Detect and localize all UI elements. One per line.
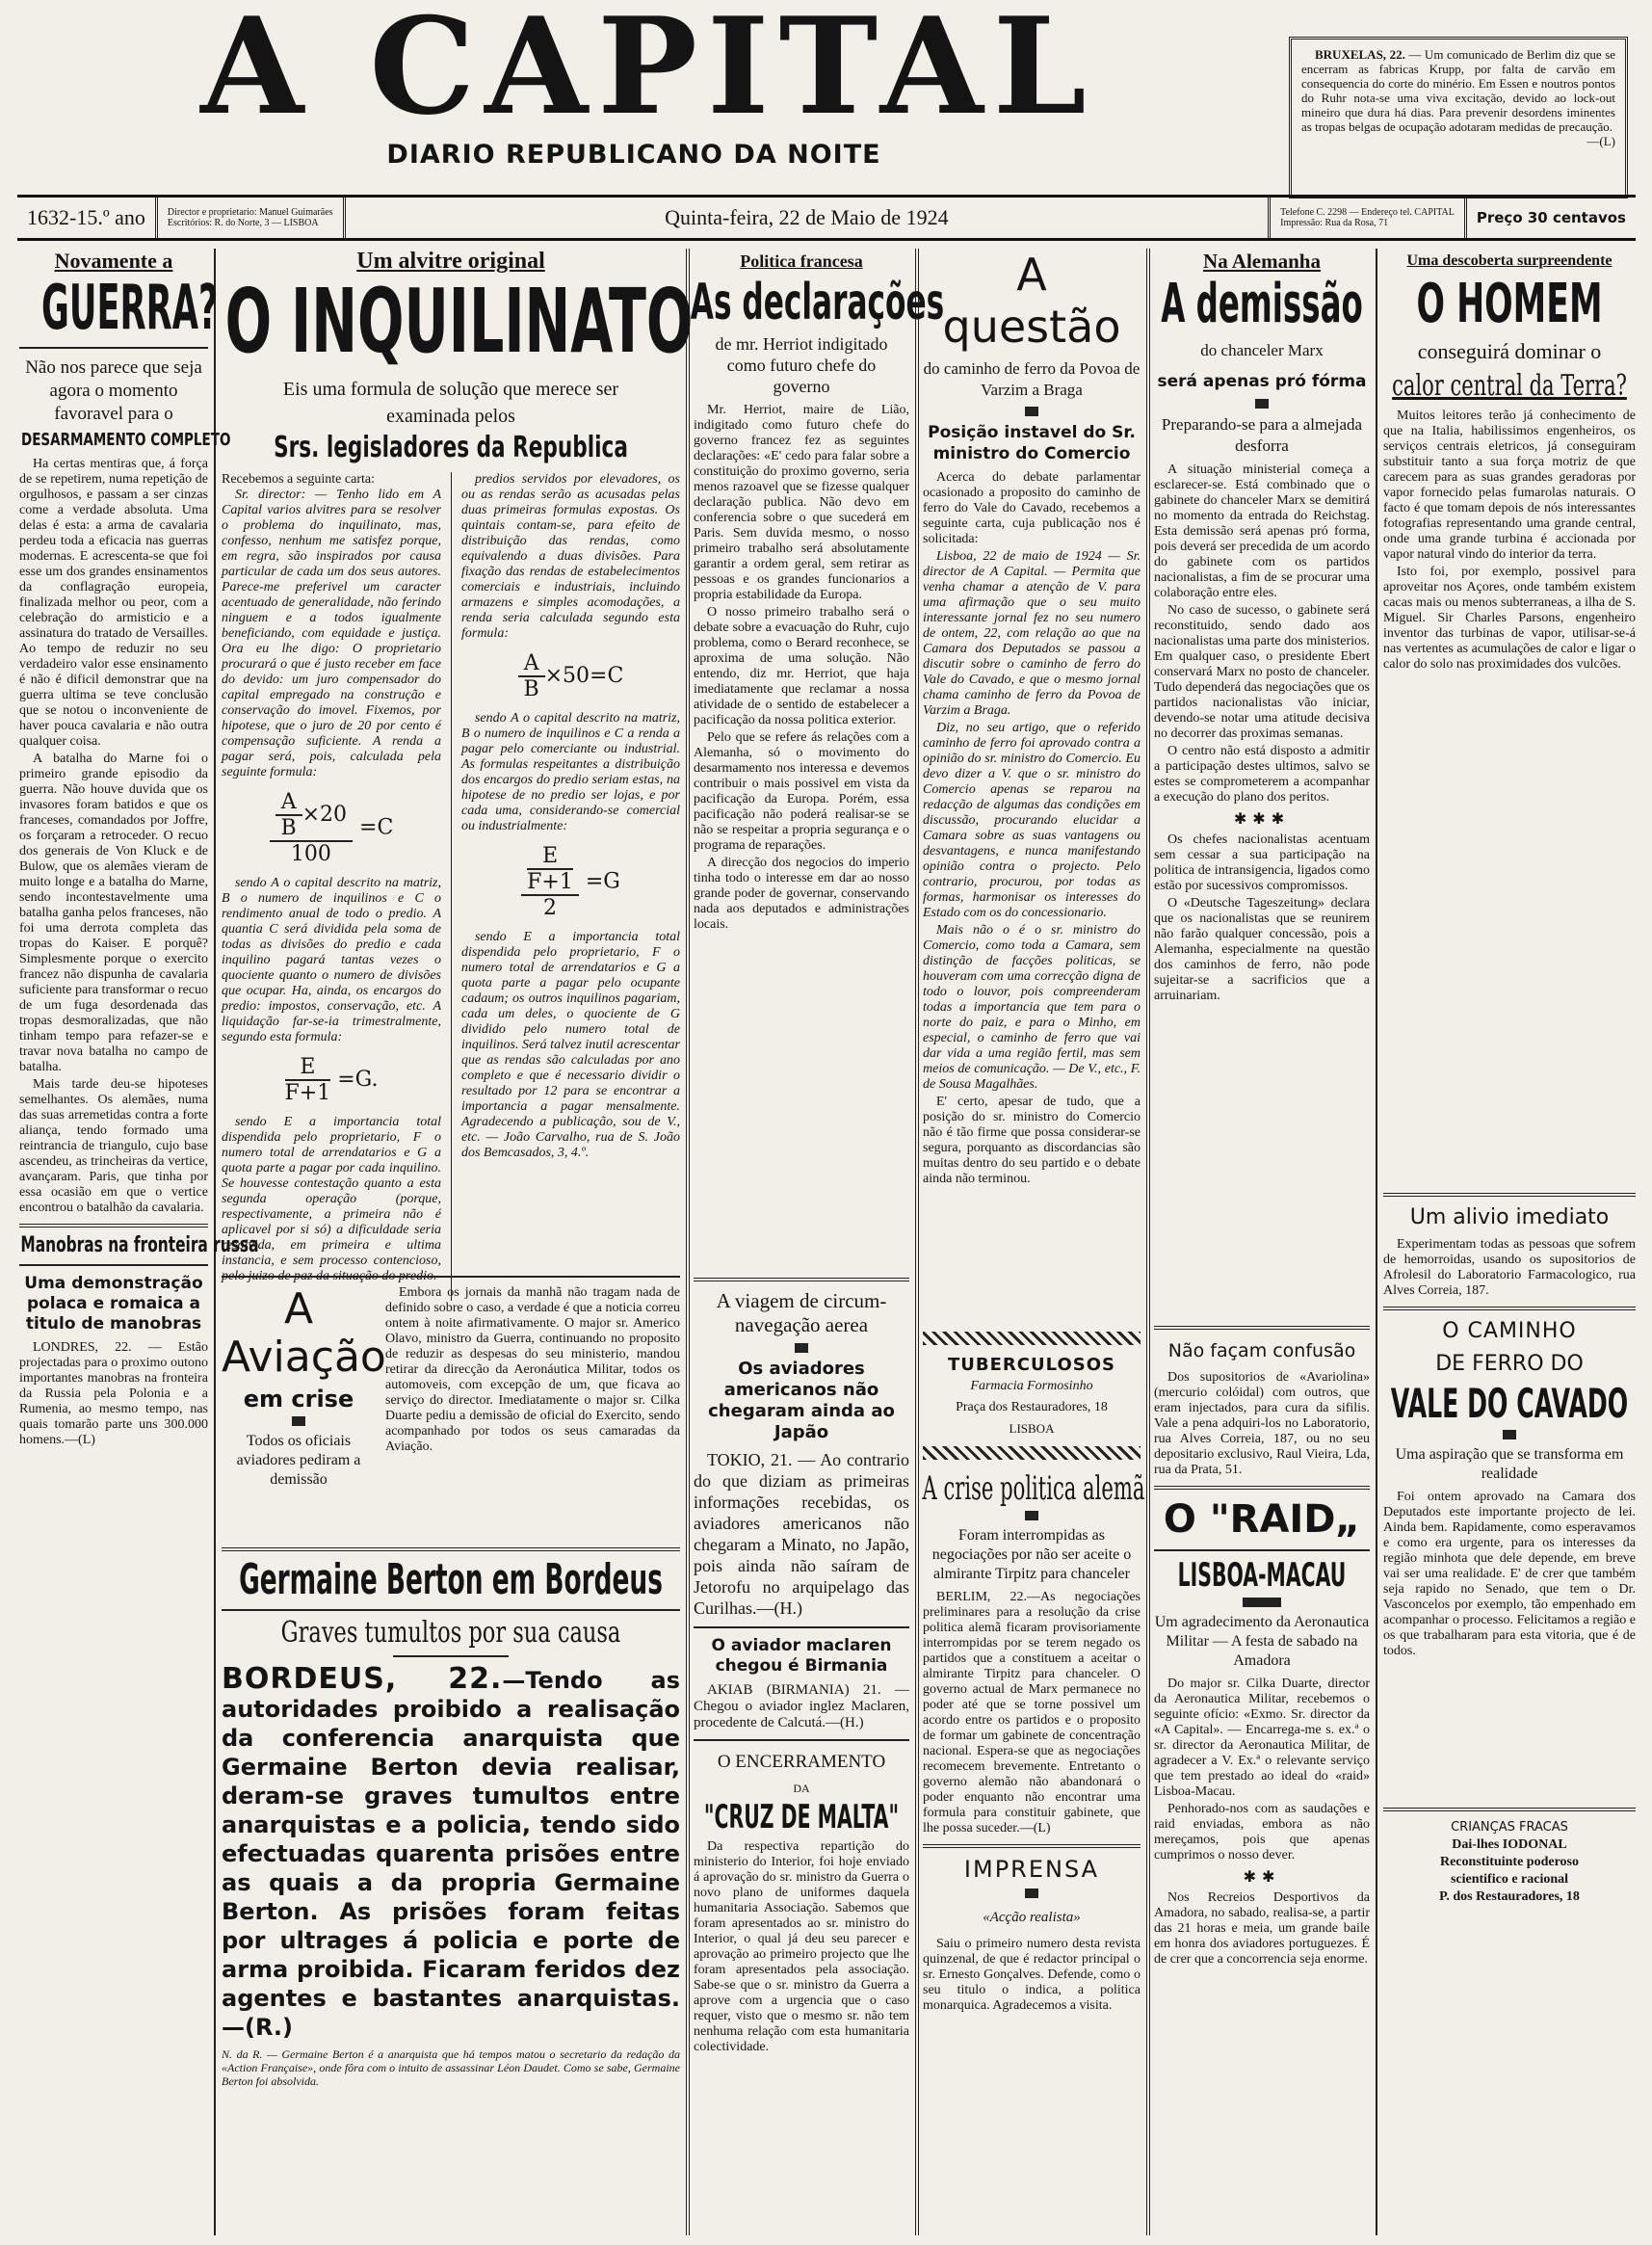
- ad-border: [923, 1332, 1141, 1345]
- headline-manobras: Manobras na fronteira russa: [20, 1233, 259, 1257]
- divider: [19, 347, 208, 349]
- deck-bold: calor central da Terra?: [1392, 369, 1627, 403]
- article-body: Da respectiva repartição do ministerio do Interior, foi hoje enviado á aprovação do sr. ministro da Guerra o novo plano de uniformes daquela humanitaria Associação. Sabemos que foram apresentados ao sr. ministro do Interior, o qual já deu seu parecer e aprovação ao primeiro projecto que lhe foram apresentados pela associação. Sabe-se que o sr. ministro da Guerra a aprove com a urgencia que o caso requer, visto que o mesmo sr. não tem nenhuma relação com esta humanitaria colectividade.: [694, 1839, 909, 2054]
- column-rule: [1376, 249, 1377, 2235]
- deck: Não nos parece que seja agora o momento favoravel para o: [25, 357, 202, 424]
- deck: Foram interrompidas as negociações por não ser aceite o almirante Tirpitz para chanceler: [931, 1527, 1132, 1582]
- deck-bold: será apenas pró fórma: [1157, 372, 1367, 391]
- letter-columns: [222, 472, 680, 1301]
- column-rule: [915, 249, 919, 2235]
- divider: [19, 1224, 208, 1228]
- column-rule: [686, 249, 690, 2235]
- column-2: [222, 249, 694, 2235]
- divider: [222, 1276, 680, 1278]
- circum-article: [694, 1270, 909, 2057]
- office: Escritórios: R. do Norte, 3 — LISBOA: [167, 218, 319, 228]
- divider: [1383, 1307, 1636, 1310]
- section-stars: ✱✱✱: [1233, 811, 1291, 828]
- tuberculosos-ad: [923, 1328, 1141, 1464]
- editor-note: N. da R. — Germaine Berton é a anarquista que há tempos matou o secretario da redação da «Action Française», onde fôra com o intuito de assassinar Léon Daudet. Como se sabe, Germaine Berton foi absolvida.: [222, 2047, 680, 2088]
- ad-line: LISBOA: [1009, 1421, 1055, 1436]
- separator-box: [1255, 399, 1269, 409]
- letter-text: predios servidos por elevadores, os ou as rendas serão as acusadas pelas duas primeiras formulas expostas. Os quintais contam-se, para efeito de distribuição das rendas, como equivalendo a duas divisões. Para fixação das rendas de estabelecimentos comerciais e industriais, incluindo armazens e simples acomodações, a renda seria calculada segundo esta formula:: [460, 472, 680, 641]
- deck-bold: DESARMAMENTO COMPLETO: [21, 430, 231, 450]
- headline-circum: A viagem de circum-navegação aerea: [716, 1289, 887, 1336]
- letter-col-left: [222, 472, 441, 1301]
- issue-date: Quinta-feira, 22 de Maio de 1924: [346, 198, 1272, 238]
- divider: [1383, 1193, 1636, 1197]
- article-body-manobras: LONDRES, 22. — Estão projectadas para o proximo outono importantes manobras na fronteira da Russia pela Polonia e a Rumenia, ao mesmo tempo, nas quais tomarão parte uns 300.000 homens.—(L): [19, 1340, 208, 1447]
- article-body: Dos supositorios de «Avariolina» (mercurio colóidal) com outros, que eram injectados, para cura da sifilis. Vale a pena adquiri-los no Laboratorio, rua Alves Correia, 187, ou no seu depositario exclusivo, Raul Vieira, Lda, rua da Prata, 51.: [1154, 1370, 1370, 1477]
- article-body: BERLIM, 22.—As negociações preliminares para a resolução da crise politica alemã ficaram provisoriamente interrompidas por se terem negado os partidos que a constituem a aceitar o almirante Tirpitz para chanceler. O governo actual de Marx permanece no poder até que se torne possivel um acordo entre os partidos e o proposito de formar um gabinete de concentração nacional. Espera-se que as negociações recomecem brevemente. Entretanto o governo alemão não abandonará o poder enquanto não encontrar uma formula para constituir gabinete, que lhe possa suceder.—(L): [923, 1590, 1141, 1836]
- ear-dateline: BRUXELAS, 22.: [1315, 47, 1405, 62]
- deck: conseguirá dominar o: [1417, 339, 1602, 363]
- headline-inquilinato: O INQUILINATO: [224, 270, 694, 373]
- divider: [222, 1609, 680, 1611]
- divider: [1154, 1486, 1370, 1490]
- article-body: Nos Recreios Desportivos da Amadora, no sabado, realisa-se, a partir das 21 horas e meia, um grande baile em honra dos aviadores portuguezes. É de crer que a concorrencia seja enorme.: [1154, 1890, 1370, 1967]
- alivio-article: [1383, 1185, 1636, 1661]
- divider: [923, 1844, 1141, 1848]
- ear-sign: —(L): [1586, 134, 1615, 148]
- kicker: Politica francesa: [740, 251, 863, 271]
- article-body: BORDEUS, 22.—Tendo as autoridades proibido a realisação da conferencia anarquista que Germaine Berton devia realisar, deram-se graves tumultos entre anarquistas e a policia, tendo sido efectuadas quarenta prisões entre as quais a da propria Germaine Berton. As prisões foram feitas por ultrages á policia e porte de arma proibida. Ficaram feridos dez agentes e bastantes anarquistas.—(R.): [222, 1662, 680, 2041]
- deck: Graves tumultos por sua causa: [280, 1616, 621, 1650]
- headline-encerramento: O ENCERRAMENTO: [717, 1752, 886, 1772]
- article-body: Muitos leitores terão já conhecimento de que na Italia, habilissimos engenheiros, os serviços centrais eletricos, já conseguiram substituir tanto a sua força motriz de que carecem para as suas grandes geradoras por vapor fornecido pelas fumarolas naturais. O facto é que tomam depois de nós interessantes fotografias representando uma grande central, onde uma grande turbina é accionada por vapor natural vindo do interior da terra. Isto foi, por exemplo, possivel para aproveitar nos Açores, onde também existem cacas mais ou menos subterraneas, a ilha de S. Miguel. Sir Charles Parsons, engenheiro inventor das turbinas de vapor, utilisar-se-á nas vertentes as acumulações de calor e ligar o calor do solo nas proximidades dos vulcões.: [1383, 409, 1636, 672]
- phone: Telefone C. 2298 — Endereço tel. CAPITAL: [1280, 207, 1455, 218]
- divider: [1154, 1326, 1370, 1330]
- headline-guerra: GUERRA?: [41, 273, 219, 344]
- kicker: Uma descoberta surpreendente: [1406, 252, 1613, 269]
- info-bar: [17, 195, 1636, 241]
- headline-caminho: O CAMINHO: [1442, 1319, 1577, 1343]
- deck: Todos os oficiais aviadores pediram a demissão: [236, 1433, 361, 1488]
- headline-alivio: Um alivio imediato: [1409, 1205, 1610, 1229]
- headline-homem: O HOMEM: [1416, 273, 1603, 335]
- article-body: Embora os jornais da manhã não tragam nada de definido sobre o caso, a verdade é que a noticia correu ontem à noite afirmativamente. O major sr. Americo Olavo, ministro da Guerra, continuando no proposito de reduzir as despesas do seu ministerio, mandou retirar da direcção da Aeronáutica Militar, todos os automoveis, com excepção de um, que ficava ao serviço do director. Imediatamente o major sr. Cilka Duarte pediu a demissão de oficial do Exercito, sendo acompanhado por todos os seus camaradas da Aviação.: [385, 1285, 680, 1454]
- divider: [694, 1278, 909, 1281]
- column-6: [1383, 249, 1636, 2235]
- article-body: Mr. Herriot, maire de Lião, indigitado como futuro chefe do governo francez fez as seguintes declarações: «E' cedo para falar sobre a constituição do proximo governo, seria menos razoavel que se fizesse qualquer declaração publica. Não devo em conferencia sobre o que sucederá em Paris. Sem duvida mesmo, o nosso primeiro trabalho será absolutamente garantir a ordem geral, sem retirar as pessoas e os grandes funcionarios a propria estabilidade da Europa. O nosso primeiro trabalho será o debate sobre a evacuação do Ruhr, cujo problema, como o Berard reconhece, se aproxima de uma solução. Não entendo, diz mr. Herriot, que haja imediatamente que reclamar a nossa atividade de o sentido de estabelecer a pacificação da nossa politica exterior. Pelo que se refere ás relações com a Alemanha, só o movimento do desarmamento nos interessa e devemos contribuir o mais possivel em vista da pacificação da Europa. Porém, essa pacificação não poderá realisar-se se não se respeitar a propria segurança e o programa de reparações. A direcção dos negocios do imperio tinha todo o interesse em dar ao nosso grande poder de governar, conservando nada aos deputados e administrações locais.: [694, 403, 909, 932]
- article-body: Do major sr. Cilka Duarte, director da Aeronautica Militar, recebemos o seguinte ofício: «Exmo. Sr. director da «A Capital». — Encarrega-me s. ex.ª o sr. director da Aeronautica Militar, de agradecer a V. Ex.ª o relevante serviço que tem prestado ao ideal do «raid» Lisboa-Macau. Penhorado-nos com as saudações e raid enviadas, embora as não mereçamos, pois que apenas cumprimos o nosso dever.: [1154, 1677, 1370, 1862]
- headline-declaracoes: As declarações: [690, 274, 945, 331]
- deck: Preparando-se para a almejada desforra: [1161, 415, 1363, 455]
- divider: [1383, 1808, 1636, 1811]
- deck: DA: [793, 1782, 810, 1795]
- issue-number: 1632-15.º ano: [17, 198, 158, 238]
- separator-box: [1243, 1598, 1281, 1607]
- ad-line: Reconstituinte poderoso: [1439, 1855, 1580, 1869]
- contact-info: [1271, 198, 1467, 238]
- ear-text: — Um comunicado de Berlim diz que se encerram as fabricas Krupp, por falta de carvão em consequencia do corte do minério. Em Essen e noutros pontos do Ruhr nota-se uma viva excitação, devido ao lock-out mineiro que dura há dias. Para prevenir desordens iminentes as tropas belgas de ocupação adotaram medidas de precaução.: [1301, 47, 1616, 134]
- ad-title: TUBERCULOSOS: [948, 1355, 1115, 1375]
- article-body: Experimentam todas as pessoas que sofrem de hemorroidas, usando os supositorios de Afrolesil do Laboratorio Farmacologico, rua Alves Correia, 187.: [1383, 1237, 1636, 1298]
- separator-box: [1025, 1511, 1038, 1520]
- ad-border: [923, 1446, 1141, 1460]
- column-1: [19, 249, 259, 2235]
- crise-article: [922, 1469, 1145, 2016]
- headline-aviacao: A Aviação: [222, 1284, 386, 1382]
- ad-line: Dai-lhes IODONAL: [1452, 1837, 1567, 1852]
- article-body: Saiu o primeiro numero desta revista quinzenal, de que é redactor principal o sr. Ernesto Gonçalves. Defende, como o seu titulo o indica, a politica monarquica. Agradecemos a visita.: [923, 1937, 1141, 2013]
- press: Impressão: Rua da Rosa, 71: [1280, 218, 1389, 228]
- column-4: [922, 249, 1145, 2235]
- deck: Os aviadores americanos não chegaram ainda ao Japão: [708, 1359, 895, 1442]
- formula-2: $\frac{E}{F+1}$ =G.: [284, 1055, 379, 1105]
- letter-text: sendo A o capital descrito na matriz, B o numero de inquilinos e C o rendimento anual de todo o predio. A quantia C será dividida pela soma de todas as divisões do predio e cada inquilino pagará tantas vezes o quociente quanto o numero de divisões que ocupar. Ha, ainda, os encargos do predio: impostos, conservação, etc. A liquidação far-se-ia trimestralmente, segundo esta formula:: [222, 876, 441, 1044]
- masthead-subtitle: DIARIO REPUBLICANO DA NOITE: [386, 140, 881, 170]
- director: Director e proprietario: Manuel Guimarães: [167, 207, 333, 218]
- headline-questao: A questão: [942, 249, 1121, 353]
- letter-text: Sr. director: — Tenho lido em A Capital varios alvitres para se resolver o problema do inquilinato, mas, confesso, nenhum me satisfez porque, em regra, são inspirados por causa particular de cada um dos seus autores. Parece-me preferivel um caracter acentuado de generalidade, não ferindo ninguem e a todos igualmente beneficiando, com equidade e justiça. Ora eu lhe digo: O proprietario procurará o que é justo receber em face do devido: um juro compensador do capital empregado na construção e conservação do imovel. Fixemos, por hipotese, que o juro de 20 por cento é compensação suficiente. A renda a pagar será, pois, calculada pela seguinte formula:: [222, 488, 441, 779]
- letter-text: sendo E a importancia total dispendida pelo proprietario, F o numero total de arrendatarios e G a quota parte a pagar por cada inquilino. Se houvesse contestação quanto a esta segunda operação (porque, respectivamente, a primeira não é aplicavel por si só) a dificuldade seria resolvida, em primeira e ultima instancia, e sem processo contencioso, pelo juizo de paz da situação do predio.: [222, 1115, 441, 1283]
- headline-demissao: A demissão: [1161, 273, 1363, 335]
- deck-bold: Srs. legisladores da Republica: [274, 431, 628, 464]
- separator-box: [795, 1343, 808, 1353]
- headline-imprensa: IMPRENSA: [963, 1856, 1100, 1883]
- separator-box: [292, 1416, 305, 1426]
- headline-maclaren: O aviador maclaren chegou é Birmania: [711, 1636, 892, 1676]
- deck: «Acção realista»: [983, 1910, 1081, 1925]
- direction-info: [158, 198, 346, 238]
- kicker: Na Alemanha: [1203, 250, 1321, 273]
- headline-caminho: DE FERRO DO: [1435, 1352, 1584, 1376]
- separator-box: [1025, 1888, 1038, 1898]
- headline-cruz-malta: "CRUZ DE MALTA": [703, 1798, 900, 1836]
- deck-bold: Posição instavel do Sr. ministro do Comercio: [928, 423, 1136, 463]
- separator-box: [1025, 407, 1038, 416]
- aviacao-article: [222, 1268, 680, 1495]
- ad-title: CRIANÇAS FRACAS: [1451, 1820, 1568, 1835]
- deck: de mr. Herriot indigitado como futuro chefe do governo: [715, 334, 888, 396]
- article-body: Foi ontem aprovado na Camara dos Deputados este importante projecto de lei. Ainda bem. Rapidamente, como esperavamos e como era urgente, para os interesses da região minhota que dele depende, em breve vai ser uma realidade. E' de crer que também seja rapido no Senado, que tem o Dr. Vasconcelos por exemplo, tão empenhado em acompanhar o processo. Felicitamos a região e os que trabalharam para esta vitoria, que é de todos.: [1383, 1490, 1636, 1658]
- deck: Eis uma formula de solução que merece ser examinada pelos: [282, 379, 619, 427]
- section-stars: ✱✱: [1243, 1869, 1281, 1886]
- letter-text: sendo E a importancia total dispendida pelo proprietario, F o numero total de arrendatarios e G a quota parte a pagar pelo ocupante cadaum; os outros inquilinos pagariam, cada um deles, o quociente de G dividido pelo numero total de inquilinos. Será talvez inutil acrescentar que as rendas são calculadas por ano completo e que é necessario dividir o resultado por 12 para se encontrar a importancia a pagar mensalmente. Agradecendo a publicação, sou de V., etc. — João Carvalho, rua de S. João dos Bemcasados, 3, 4.º.: [460, 930, 680, 1160]
- ad-line: P. dos Restauradores, 18: [1439, 1889, 1580, 1904]
- headline-raid: O "RAID„: [1163, 1497, 1361, 1542]
- deck: em crise: [243, 1386, 354, 1413]
- formula-1: $\frac{A}{B}$ ×20 100 =C: [222, 790, 441, 866]
- divider: [451, 472, 452, 1301]
- headline-lisboa-macau: LISBOA-MACAU: [1177, 1556, 1347, 1595]
- formula-3: $\frac{A}{B}$ ×50=C: [461, 651, 680, 701]
- separator-box: [1503, 1430, 1516, 1439]
- ad-line: scientifico e racional: [1450, 1872, 1569, 1887]
- headline-confusao: Não façam confusão: [1167, 1340, 1356, 1361]
- article-body: Os chefes nacionalistas acentuam sem cessar a sua participação na politica de intransigencia, ligados como estão por sucessivos compromissos. O «Deutsche Tageszeitung» declara que os nacionalistas que se reunirem não farão qualquer concessão, pois a Alemanha, especialmente na questão dos caminhos de ferro, não pode sujeitar-se a sacrificios que a arruinariam.: [1154, 832, 1370, 1003]
- kicker: Novamente a: [54, 249, 173, 273]
- divider: [694, 1739, 909, 1741]
- berton-article: [222, 1540, 680, 2088]
- article-body: A situação ministerial começa a esclarecer-se. Está combinado que o gabinete do chanceler Marx se demitirá no momento da entrada do Reichstag. Esta demissão será apenas pró forma, pois deverá ser precedida de um acordo do gabinete com os partidos nacionalistas, a fim de se procurar uma colaboração entre eles. No caso de sucesso, o gabinete será reconstituido, sendo dado aos nacionalistas uma parte dos ministerios. Em qualquer caso, o presidente Ebert conservará Marx no posto de chanceler. Tudo dependerá das negociações que os partidos nacionalistas vão iniciar, devendo-se notar uma atitude decisiva no decorrer das proximas semanas. O centro não está disposto a admitir a participação destes ultimos, salvo se estes se comprometerem a acompanhar a execução do plano dos peritos.: [1154, 462, 1370, 805]
- column-5: [1154, 249, 1370, 2235]
- kicker: Um alvitre original: [356, 249, 545, 274]
- ear-box: [1289, 37, 1628, 198]
- deck: do caminho de ferro da Povoa de Varzim a Braga: [923, 359, 1141, 399]
- column-rule: [1146, 249, 1150, 2235]
- formula-4: $\frac{\frac{E}{F+1}}{2}$ =G: [461, 844, 680, 920]
- divider: [694, 1626, 909, 1628]
- article-body: Acerca do debate parlamentar ocasionado a proposito do caminho de ferro do Vale do Cavado, recebemos a seguinte carta, cuja publicação nos é solicitada: Lisboa, 22 de maio de 1924 — Sr. director de A Capital. — Permita que venha chamar a atenção de V. para uma afirmação que o seu muito interessante jornal fez no seu numero de ontem, 22, com relação ao que na Camara dos Deputados se passou a discutir sobre o caminho de ferro do Vale do Cavado, e que o mesmo jornal chama caminho de ferro da Povoa de Varzim a Braga. Diz, no seu artigo, que o referido caminho de ferro foi aprovado contra a opinião do sr. ministro do Comercio. Eu devo dizer a V. que o sr. ministro do Comercio apenas se reparou na redacção de algumas das condições em discussão, procurando elucidar a Camara sobre as suas vantagens ou desvantagens, e nunca manifestando opinião contra o projecto. Pelo contrario, procurou, por todas as formas, harmonisar os interesses do Estado com os do concessionario. Mais não o é o sr. ministro do Comercio, como toda a Camara, sem distinção de facções politicas, se houveram com uma correcção digna de todo o louvor, pois compreenderam todas a importancia que tem para o norte do paiz, e para o Minho, em especial, o caminho de ferro que vai dar vida a uma região fertil, mas sem meios de comunicação. — De V., etc., F. de Sousa Magalhães. E' certo, apesar de tudo, que a posição do sr. ministro do Comercio não é tão firme que possa considerar-se segura, porquanto as discordancias são muitas dentro do seu partido e o debate ainda não terminou.: [923, 470, 1141, 1186]
- headline-berton: Germaine Berton em Bordeus: [239, 1555, 663, 1604]
- article-body: TOKIO, 21. — Ao contrario do que diziam as primeiras informações recebidas, os aviadores americanos não chegaram a Minato, no Japão, pois ainda não saíram de Jetorofu no arquipelago das Curilhas.—(H.): [694, 1450, 909, 1618]
- deck: Uma aspiração que se transforma em realidade: [1395, 1446, 1624, 1482]
- divider: [19, 1264, 208, 1266]
- article-body: AKIAB (BIRMANIA) 21. — Chegou o aviador inglez Maclaren, procedente de Calcutá.—(H.): [694, 1682, 909, 1730]
- criancas-ad: [1383, 1800, 1636, 1906]
- divider: [222, 1547, 680, 1551]
- deck: do chanceler Marx: [1200, 341, 1324, 359]
- deck: Um agradecimento da Aeronautica Militar — A festa de sabado na Amadora: [1154, 1614, 1370, 1669]
- letter-text: sendo A o capital descrito na matriz, B o numero de inquilinos e C a renda a pagar pelo comerciante ou industrial. As formulas respeitantes a distribuição dos encargos do predio seriam estas, na hipotese de no predio ser lojas, e por cada uma, considerando-se comercial ou industrialmente:: [460, 711, 680, 833]
- headline-crise: A crise politica alemã: [922, 1469, 1145, 1508]
- headline-cavado: VALE DO CAVADO: [1390, 1380, 1629, 1427]
- letter-col-right: [461, 472, 680, 1301]
- masthead-title: A CAPITAL: [200, 0, 1096, 145]
- column-3: [690, 249, 945, 2235]
- divider: [1154, 1549, 1370, 1551]
- confusao-article: [1154, 1318, 1370, 1969]
- ad-line: Farmacia Formosinho: [970, 1379, 1093, 1393]
- masthead: [27, 0, 1270, 193]
- deck-manobras: Uma demonstração polaca e romaica a titulo de manobras: [24, 1274, 203, 1334]
- ad-line: Praça dos Restauradores, 18: [956, 1400, 1108, 1414]
- article-body: Ha certas mentiras que, á força de se repetirem, numa repetição de orgulhosos, e passam a ser cinzas come a verdade absoluta. Uma delas é esta: a arma de cavalaria perdeu toda a eficacia nas guerras modernas. E acrescenta-se que foi esse um dos grandes ensinamentos da conflagração europeia, finalizada melhor ou peor, com a celebração do armisticio e a assinatura do tratado de Versailles. Ao tempo de reduzir no seu verdadeiro valor esse ensinamento é não é dificil demonstrar que na guerra ultima se teve conclusão que se notou o inconveniente de haver pouca cavalaria e não outra qualquer coisa. A batalha do Marne foi o primeiro grande episodio da guerra. Não houve duvida que os invasores foram batidos e que os franceses, comandados por Joffre, os forçaram a retroceder. O recuo dos generais de Von Kluck e de Bulow, que os alemães vieram de muito longe e a batalha do Marne, sendo incontestavelmente uma batalha ganha pelos franceses, não foi uma derrota completa das tropas do Kaiser. E porquê? Simplesmente porque o exercito francez não dispunha de cavalaria suficiente para transformar o recuo de um fuga desordenada das tropas desmoralizadas, que não tinham tempo para refazer-se e travar nova batalha no campo de batalha. Mais tarde deu-se hipoteses semelhantes. Os alemães, numa das suas arremetidas contra a forte aliança, tendo formado uma reintrancia de triangulo, cujo base ascendeu, as trincheiras da vertice, avançaram. Paris, que tinha por essa ocasião em que o vertice encontrou o batalhão da cavalaria.: [19, 457, 208, 1215]
- intro: Recebemos a seguinte carta:: [222, 472, 375, 487]
- divider: [393, 1655, 509, 1657]
- price: Preço 30 centavos: [1476, 209, 1626, 226]
